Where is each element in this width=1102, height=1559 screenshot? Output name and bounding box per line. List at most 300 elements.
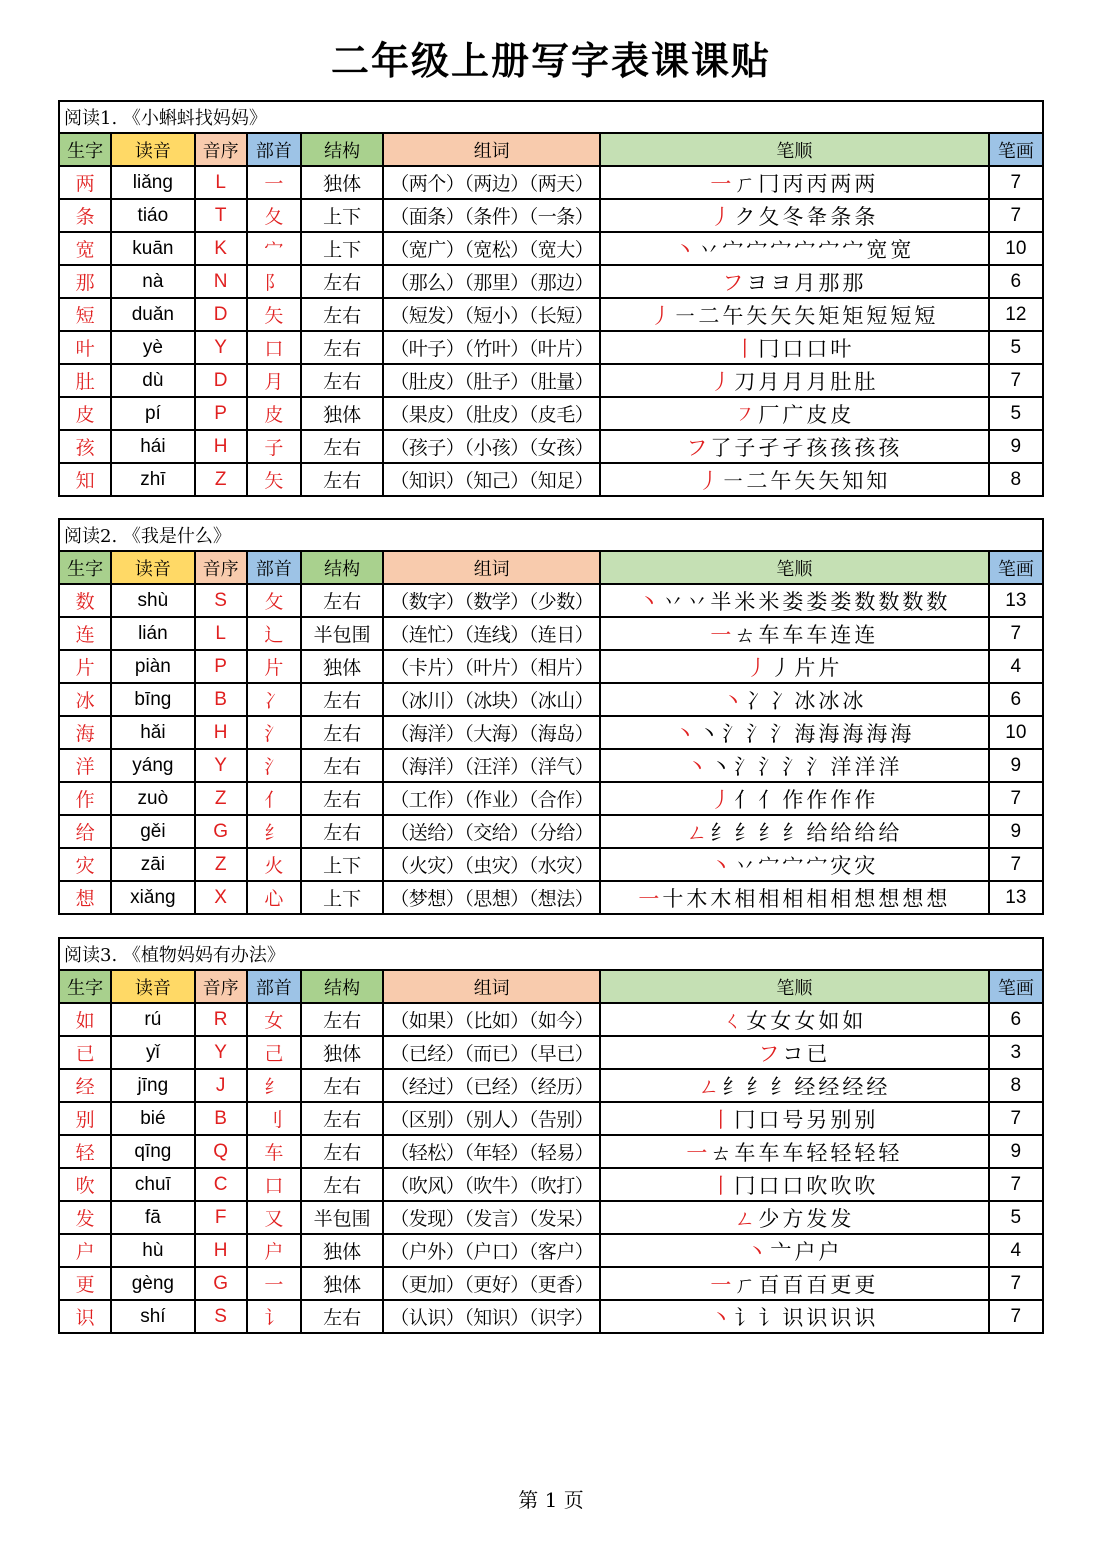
sequence-cell: L [195, 617, 247, 650]
stroke-step: 纟 [770, 1074, 792, 1099]
stroke-step: 丿 [710, 204, 732, 229]
stroke-step: 户 [794, 1239, 816, 1264]
lesson-caption-row [59, 101, 1043, 133]
pinyin-cell: hǎi [111, 716, 194, 749]
stroke-step: 经 [866, 1074, 888, 1099]
sequence-cell: R [195, 1003, 247, 1036]
stroke-step: 孑 [758, 435, 780, 460]
stroke-step: 丷 [662, 589, 684, 614]
stroke-step: 纟 [758, 820, 780, 845]
stroke-order-cell [600, 232, 989, 265]
stroke-step: 氵 [782, 754, 804, 779]
radical-cell: 阝 [247, 265, 301, 298]
pinyin-cell: shù [111, 584, 194, 617]
table-row [59, 397, 1043, 430]
stroke-step: 讠 [758, 1305, 780, 1330]
stroke-step: 夂 [758, 204, 780, 229]
stroke-step: 丨 [710, 1107, 732, 1132]
sequence-cell: Z [195, 782, 247, 815]
words-cell: （两个）（两边）（两天） [383, 166, 600, 199]
stroke-step: 口 [782, 336, 804, 361]
structure-cell: 左右 [301, 331, 383, 364]
stroke-step: 丶 [722, 688, 744, 713]
sequence-cell: F [195, 1201, 247, 1234]
char-cell: 那 [59, 265, 111, 298]
structure-cell: 左右 [301, 683, 383, 716]
stroke-order-cell [600, 650, 989, 683]
stroke-count-cell: 10 [989, 716, 1043, 749]
sequence-cell: B [195, 683, 247, 716]
stroke-order-cell [600, 881, 989, 914]
stroke-step: 别 [854, 1107, 876, 1132]
structure-cell: 独体 [301, 1036, 383, 1069]
stroke-step: 数 [854, 589, 876, 614]
stroke-step: 肚 [854, 369, 876, 394]
stroke-step: 百 [806, 1272, 828, 1297]
stroke-order-cell [600, 1102, 989, 1135]
stroke-step: ㇐ [674, 303, 696, 328]
stroke-step: 夅 [806, 204, 828, 229]
structure-cell: 上下 [301, 199, 383, 232]
structure-cell: 左右 [301, 1135, 383, 1168]
pinyin-cell: rú [111, 1003, 194, 1036]
sequence-cell: Y [195, 749, 247, 782]
pinyin-cell: kuān [111, 232, 194, 265]
lesson-caption: 阅读1. 《小蝌蚪找妈妈》 [59, 101, 1043, 133]
stroke-step: 丷 [734, 853, 756, 878]
structure-cell: 左右 [301, 430, 383, 463]
sequence-cell: Y [195, 1036, 247, 1069]
pinyin-cell: hù [111, 1234, 194, 1267]
stroke-step: 轻 [854, 1140, 876, 1165]
stroke-step: 皮 [830, 402, 852, 427]
stroke-count-cell: 13 [989, 881, 1043, 914]
table-row [59, 166, 1043, 199]
stroke-count-cell: 9 [989, 430, 1043, 463]
stroke-step: 冂 [734, 1173, 756, 1198]
stroke-order-cell [600, 716, 989, 749]
radical-cell: 己 [247, 1036, 301, 1069]
stroke-step: 海 [890, 721, 912, 746]
header-radical: 部首 [247, 551, 301, 584]
radical-cell: 口 [247, 1168, 301, 1201]
stroke-step: 相 [830, 886, 852, 911]
lesson-table [58, 100, 1044, 497]
sequence-cell: H [195, 1234, 247, 1267]
stroke-step: 海 [866, 721, 888, 746]
stroke-count-cell: 4 [989, 650, 1043, 683]
structure-cell: 半包围 [301, 1201, 383, 1234]
table-row [59, 1069, 1043, 1102]
pinyin-cell: bīng [111, 683, 194, 716]
radical-cell: 宀 [247, 232, 301, 265]
stroke-step: 数 [902, 589, 924, 614]
stroke-step: 口 [758, 1107, 780, 1132]
lesson-table [58, 937, 1044, 1334]
header-row [59, 551, 1043, 584]
table-row [59, 749, 1043, 782]
words-cell: （叶子）（竹叶）（叶片） [383, 331, 600, 364]
sequence-cell: Z [195, 463, 247, 496]
stroke-order-cell [600, 331, 989, 364]
stroke-step: 矢 [770, 303, 792, 328]
stroke-count-cell: 5 [989, 331, 1043, 364]
header-count: 笔画 [989, 551, 1043, 584]
words-cell: （已经）（而已）（早已） [383, 1036, 600, 1069]
stroke-order-cell [600, 199, 989, 232]
table-row [59, 199, 1043, 232]
structure-cell: 左右 [301, 463, 383, 496]
stroke-step: 短 [914, 303, 936, 328]
stroke-order-cell [600, 397, 989, 430]
words-cell: （轻松）（年轻）（轻易） [383, 1135, 600, 1168]
table-row [59, 881, 1043, 914]
sequence-cell: D [195, 364, 247, 397]
radical-cell: 车 [247, 1135, 301, 1168]
stroke-step: 二 [698, 303, 720, 328]
stroke-count-cell: 7 [989, 848, 1043, 881]
radical-cell: 火 [247, 848, 301, 881]
pinyin-cell: gèng [111, 1267, 194, 1300]
stroke-order-cell [600, 848, 989, 881]
char-cell: 轻 [59, 1135, 111, 1168]
stroke-step: 更 [854, 1272, 876, 1297]
lesson-caption-row [59, 938, 1043, 970]
table-row [59, 617, 1043, 650]
stroke-step: 半 [710, 589, 732, 614]
char-cell: 短 [59, 298, 111, 331]
stroke-step: 想 [878, 886, 900, 911]
stroke-step: 灾 [830, 853, 852, 878]
char-cell: 宽 [59, 232, 111, 265]
sequence-cell: Z [195, 848, 247, 881]
stroke-step: 作 [782, 787, 804, 812]
words-cell: （海洋）（汪洋）（洋气） [383, 749, 600, 782]
stroke-step: フ [758, 1041, 780, 1066]
header-row [59, 133, 1043, 166]
table-row [59, 331, 1043, 364]
stroke-order-cell [600, 1267, 989, 1300]
stroke-step: 皮 [806, 402, 828, 427]
char-cell: 数 [59, 584, 111, 617]
stroke-step: 亠 [770, 1239, 792, 1264]
stroke-count-cell: 7 [989, 166, 1043, 199]
structure-cell: 左右 [301, 1168, 383, 1201]
stroke-step: 丶 [698, 721, 720, 746]
stroke-step: 经 [794, 1074, 816, 1099]
char-cell: 冰 [59, 683, 111, 716]
char-cell: 别 [59, 1102, 111, 1135]
stroke-step: 矢 [794, 468, 816, 493]
stroke-step: 矩 [818, 303, 840, 328]
stroke-step: 丿 [698, 468, 720, 493]
stroke-step: ㄑ [722, 1008, 744, 1033]
char-cell: 已 [59, 1036, 111, 1069]
stroke-step: 相 [782, 886, 804, 911]
char-cell: 片 [59, 650, 111, 683]
stroke-step: 相 [734, 886, 756, 911]
stroke-step: 宀 [722, 237, 744, 262]
sequence-cell: P [195, 650, 247, 683]
words-cell: （发现）（发言）（发呆） [383, 1201, 600, 1234]
sequence-cell: S [195, 1300, 247, 1333]
stroke-count-cell: 6 [989, 683, 1043, 716]
radical-cell: 矢 [247, 298, 301, 331]
pinyin-cell: gěi [111, 815, 194, 848]
stroke-step: 丶 [674, 721, 696, 746]
table-row [59, 265, 1043, 298]
stroke-step: 口 [782, 1173, 804, 1198]
stroke-step: 米 [734, 589, 756, 614]
stroke-step: 丿 [650, 303, 672, 328]
structure-cell: 左右 [301, 716, 383, 749]
char-cell: 作 [59, 782, 111, 815]
pinyin-cell: liǎng [111, 166, 194, 199]
stroke-step: 识 [806, 1305, 828, 1330]
table-row [59, 364, 1043, 397]
stroke-step: 两 [830, 171, 852, 196]
stroke-count-cell: 8 [989, 463, 1043, 496]
stroke-order-cell [600, 1300, 989, 1333]
stroke-step: 冰 [842, 688, 864, 713]
table-row [59, 716, 1043, 749]
structure-cell: 左右 [301, 1003, 383, 1036]
stroke-order-cell [600, 1168, 989, 1201]
stroke-order-cell [600, 1234, 989, 1267]
stroke-step: 给 [830, 820, 852, 845]
stroke-step: 孩 [830, 435, 852, 460]
stroke-step: 女 [746, 1008, 768, 1033]
char-cell: 更 [59, 1267, 111, 1300]
words-cell: （认识）（知识）（识字） [383, 1300, 600, 1333]
sequence-cell: S [195, 584, 247, 617]
stroke-step: 丶 [710, 754, 732, 779]
stroke-step: 如 [842, 1008, 864, 1033]
pinyin-cell: yè [111, 331, 194, 364]
stroke-step: 刀 [734, 369, 756, 394]
structure-cell: 左右 [301, 364, 383, 397]
char-cell: 肚 [59, 364, 111, 397]
stroke-step: 相 [806, 886, 828, 911]
stroke-step: 氵 [722, 721, 744, 746]
structure-cell: 上下 [301, 881, 383, 914]
structure-cell: 左右 [301, 298, 383, 331]
stroke-step: 女 [770, 1008, 792, 1033]
header-radical: 部首 [247, 133, 301, 166]
table-row [59, 1168, 1043, 1201]
header-structure: 结构 [301, 133, 383, 166]
sequence-cell: T [195, 199, 247, 232]
words-cell: （工作）（作业）（合作） [383, 782, 600, 815]
header-seq: 音序 [195, 551, 247, 584]
stroke-step: 丶 [638, 589, 660, 614]
stroke-step: 冰 [794, 688, 816, 713]
stroke-order-cell [600, 364, 989, 397]
stroke-step: 宀 [770, 237, 792, 262]
words-cell: （知识）（知己）（知足） [383, 463, 600, 496]
pinyin-cell: zāi [111, 848, 194, 881]
structure-cell: 独体 [301, 1267, 383, 1300]
stroke-step: 方 [782, 1206, 804, 1231]
stroke-count-cell: 7 [989, 782, 1043, 815]
stroke-step: 海 [794, 721, 816, 746]
header-structure: 结构 [301, 551, 383, 584]
pinyin-cell: yǐ [111, 1036, 194, 1069]
stroke-order-cell [600, 1036, 989, 1069]
char-cell: 吹 [59, 1168, 111, 1201]
table-row [59, 1300, 1043, 1333]
stroke-step: 知 [842, 468, 864, 493]
stroke-step: 丶 [710, 853, 732, 878]
stroke-step: 一 [710, 171, 732, 196]
char-cell: 想 [59, 881, 111, 914]
stroke-step: 亻 [734, 787, 756, 812]
structure-cell: 独体 [301, 397, 383, 430]
stroke-order-cell [600, 683, 989, 716]
page-title: 二年级上册写字表课课贴 [330, 38, 771, 83]
stroke-count-cell: 9 [989, 749, 1043, 782]
stroke-step: ㇇ [734, 402, 756, 427]
radical-cell: 又 [247, 1201, 301, 1234]
words-cell: （数字）（数学）（少数） [383, 584, 600, 617]
char-cell: 经 [59, 1069, 111, 1102]
sequence-cell: B [195, 1102, 247, 1135]
stroke-step: 车 [758, 1140, 780, 1165]
stroke-step: 识 [854, 1305, 876, 1330]
radical-cell: 夂 [247, 199, 301, 232]
sequence-cell: K [195, 232, 247, 265]
stroke-order-cell [600, 166, 989, 199]
stroke-step: コ [782, 1041, 804, 1066]
radical-cell: 冫 [247, 683, 301, 716]
stroke-step: 冰 [818, 688, 840, 713]
stroke-step: 午 [722, 303, 744, 328]
table-row [59, 1234, 1043, 1267]
radical-cell: 月 [247, 364, 301, 397]
stroke-step: 一 [710, 1272, 732, 1297]
stroke-order-cell [600, 1135, 989, 1168]
stroke-step: 月 [806, 369, 828, 394]
stroke-step: 洋 [878, 754, 900, 779]
stroke-step: 冂 [758, 336, 780, 361]
stroke-step: 发 [806, 1206, 828, 1231]
pinyin-cell: qīng [111, 1135, 194, 1168]
stroke-step: 给 [806, 820, 828, 845]
table-row [59, 430, 1043, 463]
pinyin-cell: piàn [111, 650, 194, 683]
stroke-step: 讠 [734, 1305, 756, 1330]
stroke-step: 口 [758, 1173, 780, 1198]
stroke-step: 那 [842, 270, 864, 295]
stroke-step: 作 [854, 787, 876, 812]
stroke-step: 口 [806, 336, 828, 361]
sequence-cell: Y [195, 331, 247, 364]
stroke-order-cell [600, 1201, 989, 1234]
pinyin-cell: nà [111, 265, 194, 298]
radical-cell: 子 [247, 430, 301, 463]
radical-cell: 一 [247, 166, 301, 199]
stroke-step: 矩 [842, 303, 864, 328]
stroke-step: 轻 [830, 1140, 852, 1165]
header-char: 生字 [59, 970, 111, 1003]
char-cell: 连 [59, 617, 111, 650]
stroke-step: 十 [662, 886, 684, 911]
words-cell: （孩子）（小孩）（女孩） [383, 430, 600, 463]
char-cell: 两 [59, 166, 111, 199]
words-cell: （连忙）（连线）（连日） [383, 617, 600, 650]
stroke-order-cell [600, 584, 989, 617]
stroke-step: 娄 [782, 589, 804, 614]
stroke-step: 木 [686, 886, 708, 911]
radical-cell: 心 [247, 881, 301, 914]
stroke-step: 亻 [758, 787, 780, 812]
stroke-step: 宀 [818, 237, 840, 262]
stroke-step: 更 [830, 1272, 852, 1297]
stroke-step: 月 [794, 270, 816, 295]
stroke-count-cell: 3 [989, 1036, 1043, 1069]
words-cell: （肚皮）（肚子）（肚量） [383, 364, 600, 397]
pinyin-cell: hái [111, 430, 194, 463]
stroke-order-cell [600, 1003, 989, 1036]
pinyin-cell: shí [111, 1300, 194, 1333]
stroke-step: 吹 [830, 1173, 852, 1198]
char-cell: 发 [59, 1201, 111, 1234]
stroke-step: 户 [818, 1239, 840, 1264]
stroke-count-cell: 7 [989, 1300, 1043, 1333]
stroke-step: 午 [770, 468, 792, 493]
stroke-order-cell [600, 1069, 989, 1102]
header-words: 组词 [383, 551, 600, 584]
stroke-step: ㄏ [734, 171, 756, 196]
stroke-order-cell [600, 749, 989, 782]
radical-cell: 辶 [247, 617, 301, 650]
stroke-step: 矢 [818, 468, 840, 493]
stroke-step: フ [686, 435, 708, 460]
pinyin-cell: yáng [111, 749, 194, 782]
stroke-step: 发 [830, 1206, 852, 1231]
stroke-step: 给 [878, 820, 900, 845]
stroke-count-cell: 4 [989, 1234, 1043, 1267]
header-strokes: 笔顺 [600, 133, 989, 166]
stroke-count-cell: 12 [989, 298, 1043, 331]
words-cell: （冰川）（冰块）（冰山） [383, 683, 600, 716]
stroke-step: 纟 [746, 1074, 768, 1099]
pinyin-cell: lián [111, 617, 194, 650]
stroke-step: 子 [734, 435, 756, 460]
stroke-step: 纟 [734, 820, 756, 845]
stroke-step: 女 [794, 1008, 816, 1033]
words-cell: （卡片）（叶片）（相片） [383, 650, 600, 683]
stroke-step: 车 [758, 622, 780, 647]
structure-cell: 左右 [301, 782, 383, 815]
stroke-order-cell [600, 815, 989, 848]
sequence-cell: Q [195, 1135, 247, 1168]
structure-cell: 左右 [301, 749, 383, 782]
stroke-count-cell: 6 [989, 1003, 1043, 1036]
stroke-step: 数 [878, 589, 900, 614]
table-row [59, 584, 1043, 617]
stroke-step: 丿 [746, 655, 768, 680]
stroke-step: 冫 [770, 688, 792, 713]
char-cell: 如 [59, 1003, 111, 1036]
stroke-step: 车 [806, 622, 828, 647]
radical-cell: 讠 [247, 1300, 301, 1333]
pinyin-cell: duǎn [111, 298, 194, 331]
sequence-cell: G [195, 815, 247, 848]
words-cell: （送给）（交给）（分给） [383, 815, 600, 848]
stroke-step: 轻 [878, 1140, 900, 1165]
stroke-step: 了 [710, 435, 732, 460]
